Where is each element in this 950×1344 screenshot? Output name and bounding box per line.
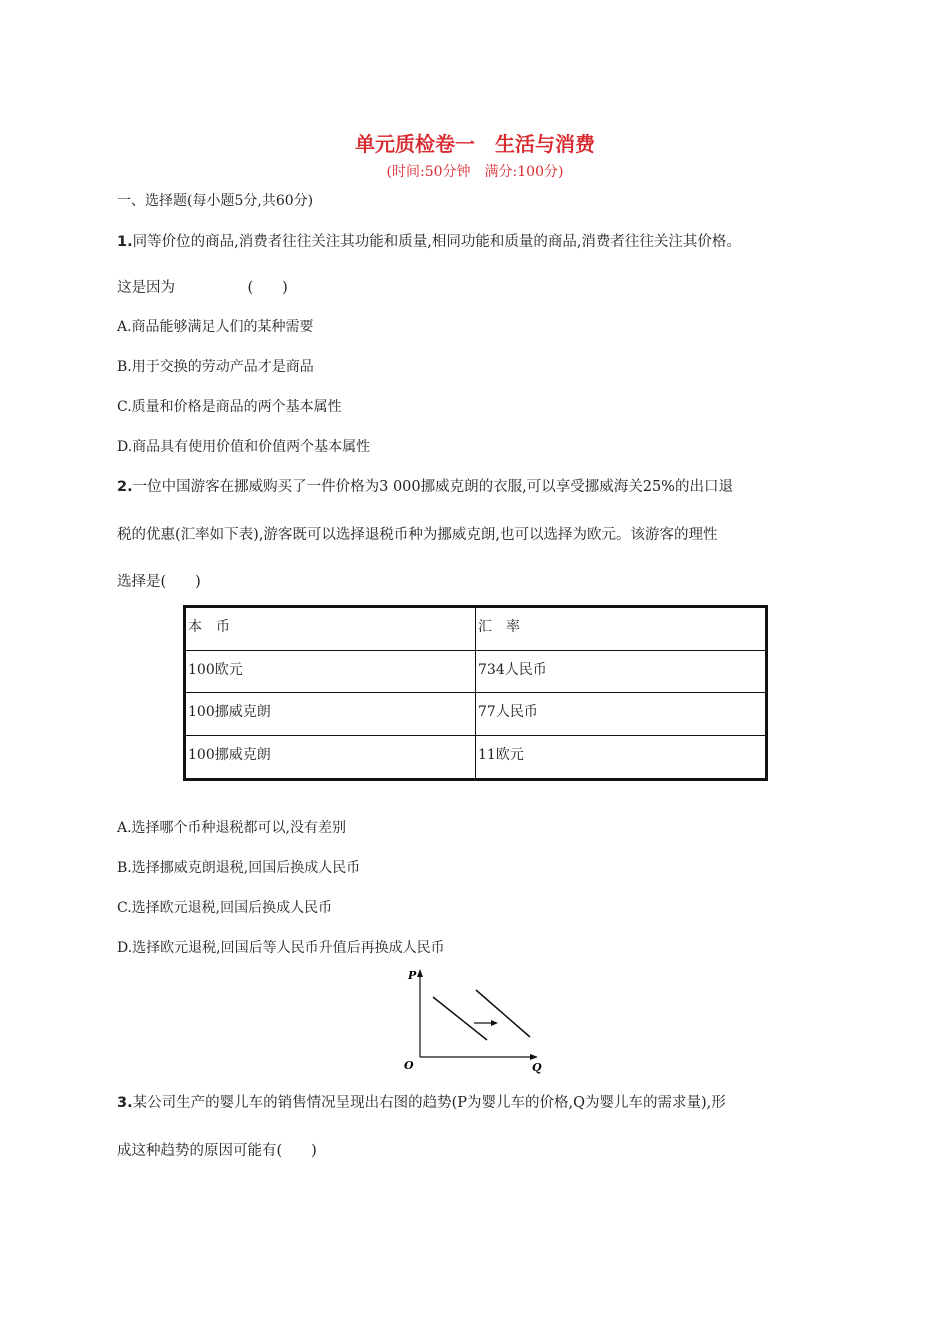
origin-label: O [404, 1059, 414, 1072]
question-1-option-c: C.质量和价格是商品的两个基本属性 [117, 399, 342, 415]
question-1-line-2: 这是因为 ( ) [117, 280, 288, 296]
question-2-option-b: B.选择挪威克朗退税,回国后换成人民币 [117, 860, 361, 876]
question-2-line-3: 选择是( ) [117, 574, 201, 590]
section-heading: 一、选择题(每小题5分,共60分) [117, 193, 314, 209]
question-2-line-2: 税的优惠(汇率如下表),游客既可以选择退税币种为挪威克朗,也可以选择为欧元。该游客的理性 [117, 527, 718, 543]
question-1-option-b: B.用于交换的劳动产品才是商品 [117, 359, 314, 375]
y-axis-arrow [417, 969, 423, 977]
x-axis-label: Q [532, 1061, 542, 1074]
question-2-number: 2. [117, 479, 133, 495]
x-axis-arrow [530, 1054, 538, 1060]
table-cell: 100挪威克朗 [185, 736, 476, 780]
question-1-line-1 [117, 230, 741, 251]
demand-shift-graph [400, 965, 550, 1077]
page-title: 单元质检卷一 生活与消费 [355, 132, 595, 156]
exam-time-score: (时间:50分钟 满分:100分) [386, 164, 564, 180]
table-cell: 77人民币 [476, 693, 767, 736]
table-row [185, 693, 767, 736]
question-2-stem: 一位中国游客在挪威购买了一件价格为3 000挪威克朗的衣服,可以享受挪威海关25%的出口退 [132, 479, 733, 495]
table-row [185, 650, 767, 693]
exchange-rate-table [183, 605, 768, 781]
y-axis-label: P [408, 969, 417, 982]
table-header-row [185, 607, 767, 651]
question-2-option-c: C.选择欧元退税,回国后换成人民币 [117, 900, 333, 916]
question-1-option-a: A.商品能够满足人们的某种需要 [117, 319, 314, 335]
question-2-option-a: A.选择哪个币种退税都可以,没有差别 [117, 820, 347, 836]
table-header-cell: 本 币 [185, 607, 476, 651]
question-1-option-d: D.商品具有使用价值和价值两个基本属性 [117, 439, 371, 455]
table-cell: 734人民币 [476, 650, 767, 693]
table-cell: 11欧元 [476, 736, 767, 780]
question-1-stem: 同等价位的商品,消费者往往关注其功能和质量,相同功能和质量的商品,消费者往往关注其价格。 [132, 234, 741, 250]
table-cell: 100欧元 [185, 650, 476, 693]
question-3-number: 3. [117, 1095, 133, 1111]
question-3-stem: 某公司生产的婴儿车的销售情况呈现出右图的趋势(P为婴儿车的价格,Q为婴儿车的需求量),形 [132, 1095, 726, 1111]
question-3-line-1 [117, 1091, 726, 1112]
demand-curve-shifted [476, 990, 530, 1037]
table-cell: 100挪威克朗 [185, 693, 476, 736]
question-1-number: 1. [117, 234, 133, 250]
shift-arrow-head [491, 1020, 498, 1026]
table-header-cell: 汇 率 [476, 607, 767, 651]
question-2-option-d: D.选择欧元退税,回国后等人民币升值后再换成人民币 [117, 940, 445, 956]
table-row [185, 736, 767, 780]
question-2-line-1 [117, 475, 733, 496]
demand-curve-original [433, 997, 487, 1040]
question-3-line-2: 成这种趋势的原因可能有( ) [117, 1143, 317, 1159]
